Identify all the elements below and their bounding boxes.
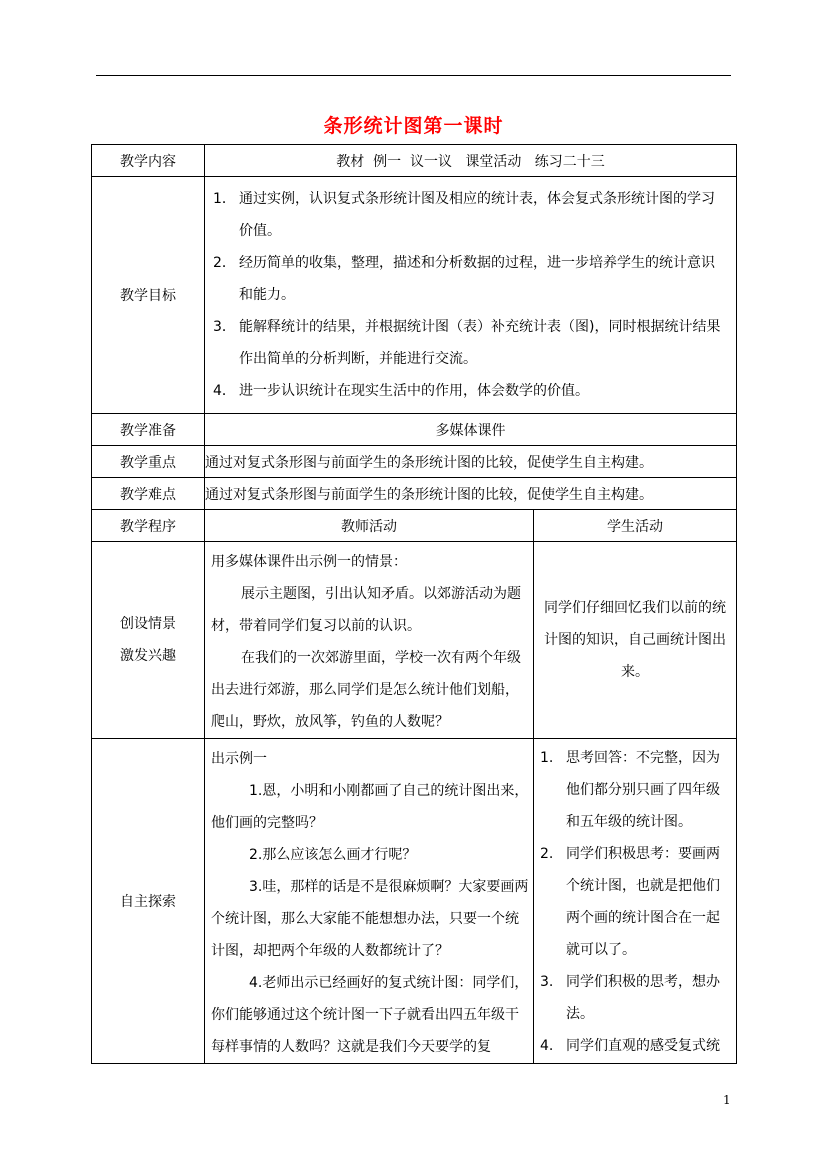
row-prep [92, 414, 737, 446]
intro-teacher [205, 542, 534, 739]
value-content: 教材 例一 议一议 课堂活动 练习二十三 [205, 145, 737, 177]
row-goals [92, 177, 737, 414]
label-difficulty: 教学难点 [92, 478, 205, 510]
explore-teacher-line: 出示例一 [211, 751, 267, 767]
explore-teacher-line: 3.哇，那样的话是不是很麻烦啊？大家要画两个统计图，那么大家能不能想想办法，只要一个统计图，却把两个年级的人数都统计了？ [211, 879, 529, 959]
explore-teacher [205, 739, 534, 1064]
page-title: 条形统计图第一课时 [323, 115, 504, 137]
goal-item: 4． 进一步认识统计在现实生活中的作用，体会数学的价值。 [213, 383, 589, 399]
label-procedure: 教学程序 [92, 510, 205, 542]
row-difficulty [92, 478, 737, 510]
explore-teacher-line: 4.老师出示已经画好的复式统计图：同学们，你们能够通过这个统计图一下子就看出四五年级干每样事情的人数吗？这就是我们今天要学的复 [211, 975, 529, 1055]
goals-cell [205, 177, 737, 414]
row-intro [92, 542, 737, 739]
label-intro [92, 542, 205, 739]
label-content: 教学内容 [92, 145, 205, 177]
student-item: 3. 同学们积极的思考，想办法。 [540, 974, 720, 1022]
page-number: 1 [723, 1093, 731, 1107]
student-item: 4. 同学们直观的感受复式统 [540, 1038, 720, 1054]
intro-teacher-line: 用多媒体课件出示例一的情景： [211, 554, 407, 570]
label-intro-line2: 激发兴趣 [120, 648, 176, 664]
label-explore: 自主探索 [92, 739, 205, 1064]
goal-item: 1． 通过实例，认识复式条形统计图及相应的统计表，体会复式条形统计图的学习价值。 [213, 191, 715, 239]
student-item: 2. 同学们积极思考：要画两个统计图，也就是把他们两个画的统计图合在一起就可以了。 [540, 846, 720, 958]
value-difficulty: 通过对复式条形图与前面学生的条形统计图的比较，促使学生自主构建。 [205, 478, 737, 510]
intro-teacher-line: 展示主题图，引出认知矛盾。以郊游活动为题材，带着同学们复习以前的认识。 [211, 586, 521, 634]
row-content [92, 145, 737, 177]
goal-list [205, 177, 736, 413]
header-teacher: 教师活动 [205, 510, 534, 542]
row-procedure [92, 510, 737, 542]
label-key: 教学重点 [92, 446, 205, 478]
lesson-plan-table [91, 144, 737, 1064]
intro-student: 同学们仔细回忆我们以前的统计图的知识，自己画统计图出来。 [534, 542, 737, 739]
explore-teacher-line: 2.那么应该怎么画才行呢？ [249, 847, 417, 863]
label-goals: 教学目标 [92, 177, 205, 414]
student-item: 1. 思考回答：不完整，因为他们都分别只画了四年级和五年级的统计图。 [540, 750, 720, 830]
value-key: 通过对复式条形图与前面学生的条形统计图的比较，促使学生自主构建。 [205, 446, 737, 478]
intro-teacher-line: 在我们的一次郊游里面，学校一次有两个年级出去进行郊游，那么同学们是怎么统计他们划船，爬山，野炊，放风筝，钓鱼的人数呢？ [211, 650, 521, 730]
header-student: 学生活动 [534, 510, 737, 542]
row-key [92, 446, 737, 478]
label-prep: 教学准备 [92, 414, 205, 446]
goal-item: 3． 能解释统计的结果，并根据统计图（表）补充统计表（图)，同时根据统计结果作出简单的分析判断，并能进行交流。 [213, 319, 721, 367]
label-intro-line1: 创设情景 [120, 616, 176, 632]
explore-student [534, 739, 737, 1064]
student-list [534, 739, 736, 1062]
explore-teacher-line: 1.恩，小明和小刚都画了自己的统计图出来，他们画的完整吗？ [211, 783, 529, 831]
goal-item: 2． 经历简单的收集，整理，描述和分析数据的过程，进一步培养学生的统计意识和能力。 [213, 255, 715, 303]
value-prep: 多媒体课件 [205, 414, 737, 446]
header-rule [96, 75, 731, 76]
row-explore [92, 739, 737, 1064]
